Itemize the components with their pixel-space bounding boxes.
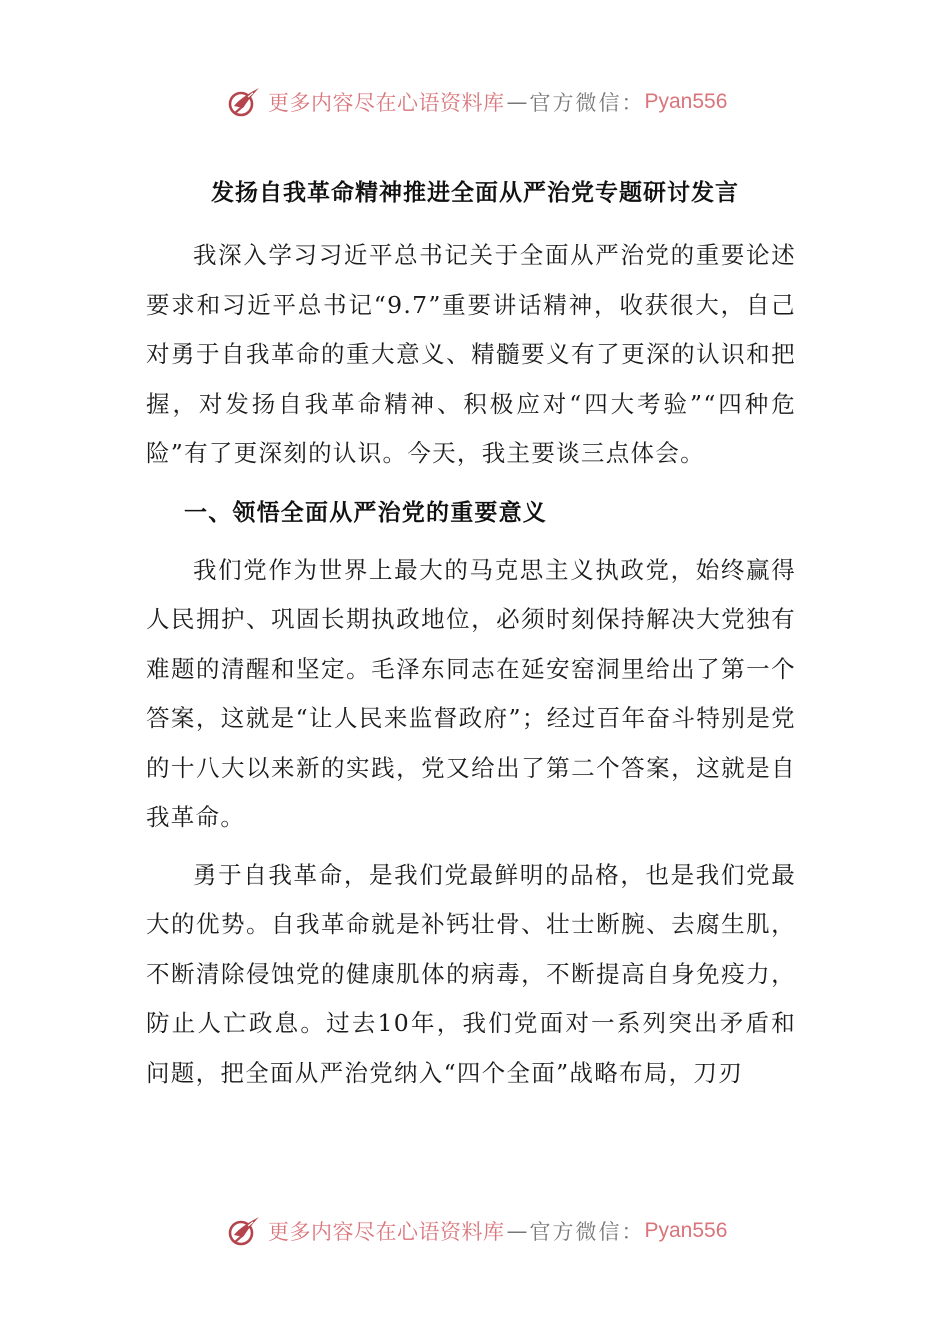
document-body xyxy=(146,231,796,1098)
banner-wechat-label: 官方微信： xyxy=(529,1220,645,1244)
section-heading: 一、领悟全面从严治党的重要意义 xyxy=(184,499,547,526)
banner-wechat-id: Pyan556 xyxy=(644,1219,728,1242)
body-paragraph: 我们党作为世界上最大的马克思主义执政党，始终赢得人民拥护、巩固长期执政地位，必须时刻保持解决大党独有难题的清醒和坚定。毛泽东同志在延安窑洞里给出了第一个答案，这就是“让人民来监督政府”；经过百年奋斗特别是党的十八大以来新的实践，党又给出了第二个答案，这就是自我革命。 xyxy=(146,555,796,831)
footer-banner xyxy=(226,1211,727,1251)
banner-wechat-id: Pyan556 xyxy=(644,90,728,113)
banner-brand-text: 更多内容尽在心语资料库 xyxy=(268,91,505,115)
quill-pen-logo-icon xyxy=(226,1213,262,1249)
banner-dash: — xyxy=(506,90,528,114)
quill-pen-logo-icon xyxy=(226,84,262,120)
document-title: 发扬自我革命精神推进全面从严治党专题研讨发言 xyxy=(211,180,739,206)
banner-dash: — xyxy=(506,1219,528,1243)
banner-brand-text: 更多内容尽在心语资料库 xyxy=(268,1220,505,1244)
banner-wechat-label: 官方微信： xyxy=(529,91,645,115)
header-banner xyxy=(226,82,727,122)
body-paragraph: 勇于自我革命，是我们党最鲜明的品格，也是我们党最大的优势。自我革命就是补钙壮骨、壮士断腕、去腐生肌，不断清除侵蚀党的健康肌体的病毒，不断提高自身免疫力，防止人亡政息。过去10年，我们党面对一系列突出矛盾和问题，把全面从严治党纳入“四个全面”战略布局，刀刃 xyxy=(146,860,796,1087)
intro-paragraph: 我深入学习习近平总书记关于全面从严治党的重要论述要求和习近平总书记“9.7”重要讲话精神，收获很大，自己对勇于自我革命的重大意义、精髓要义有了更深的认识和把握，对发扬自我革命精神、积极应对“四大考验”“四种危险”有了更深刻的认识。今天，我主要谈三点体会。 xyxy=(146,241,796,467)
